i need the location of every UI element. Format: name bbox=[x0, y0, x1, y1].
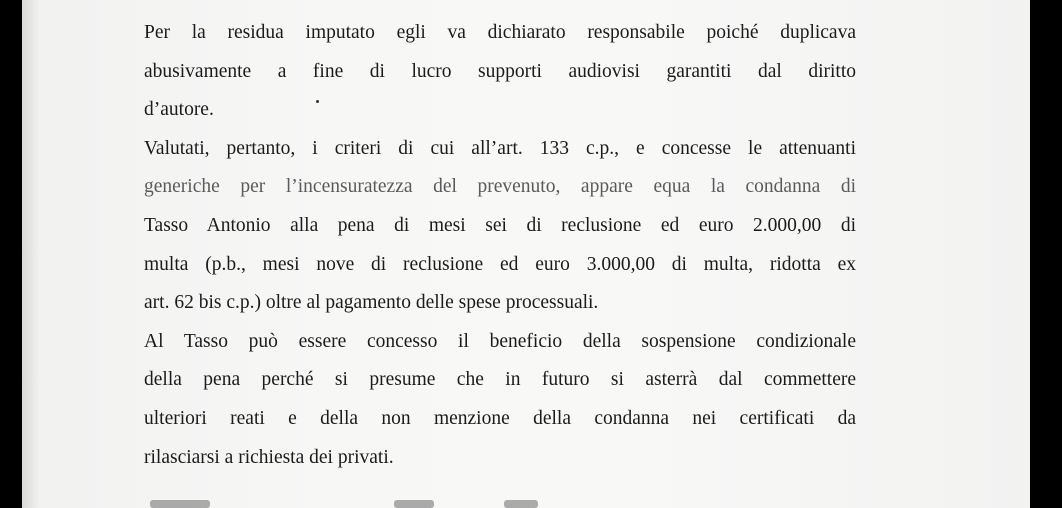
text-line-11: ulteriori reati e della non menzione della condanna nei certificati da bbox=[144, 407, 856, 429]
cut-off-next-line bbox=[144, 496, 856, 508]
text-line-6: Tasso Antonio alla pena di mesi sei di reclusione ed euro 2.000,00 di bbox=[144, 214, 856, 236]
text-line-12: rilasciarsi a richiesta dei privati. bbox=[144, 446, 394, 468]
page-edge-shadow bbox=[22, 0, 40, 508]
text-line-10: della pena perché si presume che in futuro si asterrà dal commettere bbox=[144, 369, 856, 391]
text-line-8: art. 62 bis c.p.) oltre al pagamento delle spese processuali. bbox=[144, 292, 599, 314]
text-line-2: abusivamente a fine di lucro supporti audiovisi garantiti dal diritto bbox=[144, 60, 856, 82]
text-line-4: Valutati, pertanto, i criteri di cui all’art. 133 c.p., e concesse le attenuanti bbox=[144, 137, 856, 159]
text-line-1: Per la residua imputato egli va dichiarato responsabile poiché duplicava bbox=[144, 22, 856, 43]
text-line-5: generiche per l’incensuratezza del prevenuto, appare equa la condanna di bbox=[144, 176, 856, 198]
text-line-9: Al Tasso può essere concesso il beneficio della sospensione condizionale bbox=[144, 330, 856, 352]
document-page bbox=[22, 0, 1030, 508]
document-text bbox=[144, 14, 856, 477]
text-line-3: d’autore. bbox=[144, 99, 214, 121]
text-line-7: multa (p.b., mesi nove di reclusione ed euro 3.000,00 di multa, ridotta ex bbox=[144, 253, 856, 275]
